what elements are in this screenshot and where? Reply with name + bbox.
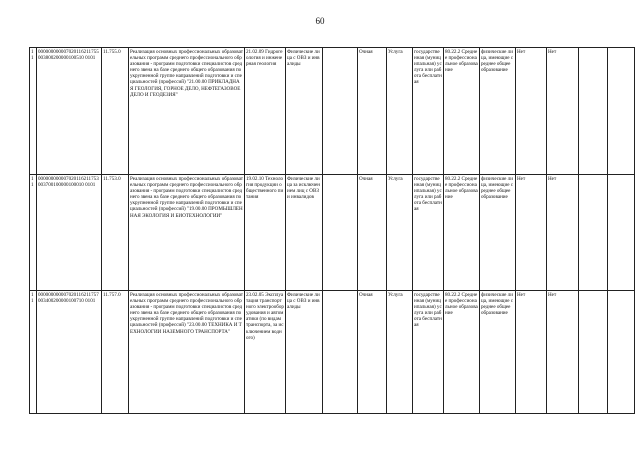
- flag-1: Нет: [516, 48, 547, 175]
- flag-1: Нет: [516, 291, 547, 414]
- payment-terms: государственная (муниципальная) услуга или работа бесплатная: [413, 48, 444, 175]
- registry-number: 11.755.0: [102, 48, 129, 175]
- flag-2: Нет: [547, 48, 579, 175]
- row-number: 11: [30, 291, 37, 414]
- empty-cell: [608, 48, 635, 175]
- consumer-category: Физические лица с ОВЗ и инвалиды: [286, 48, 323, 175]
- okved-code: 80.22.2 Среднее профессиональное образование: [444, 175, 480, 291]
- flag-2: Нет: [547, 175, 579, 291]
- study-form: Очная: [358, 175, 387, 291]
- page-number: 60: [315, 16, 325, 26]
- service-type: Услуга: [387, 291, 413, 414]
- table-row: [30, 48, 635, 175]
- study-form: Очная: [358, 48, 387, 175]
- empty-cell: [579, 175, 608, 291]
- empty-cell: [579, 48, 608, 175]
- table-row: [30, 291, 635, 414]
- service-type: Услуга: [387, 48, 413, 175]
- consumer-category: Физические лица с ОВЗ и инвалиды: [286, 291, 323, 414]
- registry-number: 11.757.0: [102, 291, 129, 414]
- empty-cell: [323, 48, 358, 175]
- specialty: 21.02.09 Гидрогеология и инженерная геология: [245, 48, 286, 175]
- services-register-table: [29, 47, 635, 414]
- registry-code: 000000000007020116211757003400200000100710 0101: [37, 291, 102, 414]
- payment-terms: государственная (муниципальная) услуга или работа бесплатная: [413, 175, 444, 291]
- consumers: физические лица, имеющие среднее общее образование: [480, 48, 516, 175]
- program-description: Реализация основных профессиональных образовательных программ среднего профессионального образования - программ подготовки специалистов среднего звена на базе среднего общего образования по укрупненной группе направлений подготовки и специальностей (профессий) "21.00.00 ПРИКЛАДНАЯ ГЕОЛОГИЯ, ГОРНОЕ ДЕЛО, НЕФТЕГАЗОВОЕ ДЕЛО И ГЕОДЕЗИЯ": [129, 48, 245, 175]
- okved-code: 80.22.2 Среднее профессиональное образование: [444, 48, 480, 175]
- empty-cell: [323, 291, 358, 414]
- flag-1: Нет: [516, 175, 547, 291]
- payment-terms: государственная (муниципальная) услуга или работа бесплатная: [413, 291, 444, 414]
- specialty: 19.02.10 Технология продукции общественного питания: [245, 175, 286, 291]
- table-row: [30, 175, 635, 291]
- registry-number: 11.753.0: [102, 175, 129, 291]
- specialty: 23.02.05 Эксплуатация транспортного электрооборудования и автоматики (по видам транспорта, за исключением водного): [245, 291, 286, 414]
- program-description: Реализация основных профессиональных образовательных программ среднего профессионального образования - программ подготовки специалистов среднего звена на базе среднего общего образования по укрупненной группе направлений подготовки и специальностей (профессий) "23.00.00 ТЕХНИКА И ТЕХНОЛОГИИ НАЗЕМНОГО ТРАНСПОРТА": [129, 291, 245, 414]
- empty-cell: [608, 175, 635, 291]
- service-type: Услуга: [387, 175, 413, 291]
- row-number: 11: [30, 48, 37, 175]
- row-number: 11: [30, 175, 37, 291]
- registry-code: 000000000007020116211753003700100000100010 0101: [37, 175, 102, 291]
- consumer-category: Физические лица за исключением лиц с ОВЗ и инвалидов: [286, 175, 323, 291]
- flag-2: Нет: [547, 291, 579, 414]
- registry-code: 000000000007020116211755003800200000100510 0101: [37, 48, 102, 175]
- consumers: физические лица, имеющие среднее общее образование: [480, 291, 516, 414]
- empty-cell: [323, 175, 358, 291]
- program-description: Реализация основных профессиональных образовательных программ среднего профессионального образования - программ подготовки специалистов среднего звена на базе среднего общего образования по укрупненной группе направлений подготовки и специальностей (профессий) "19.00.00 ПРОМЫШЛЕННАЯ ЭКОЛОГИЯ И БИОТЕХНОЛОГИИ": [129, 175, 245, 291]
- okved-code: 80.22.2 Среднее профессиональное образование: [444, 291, 480, 414]
- consumers: физические лица, имеющие среднее общее образование: [480, 175, 516, 291]
- empty-cell: [579, 291, 608, 414]
- empty-cell: [608, 291, 635, 414]
- study-form: Очная: [358, 291, 387, 414]
